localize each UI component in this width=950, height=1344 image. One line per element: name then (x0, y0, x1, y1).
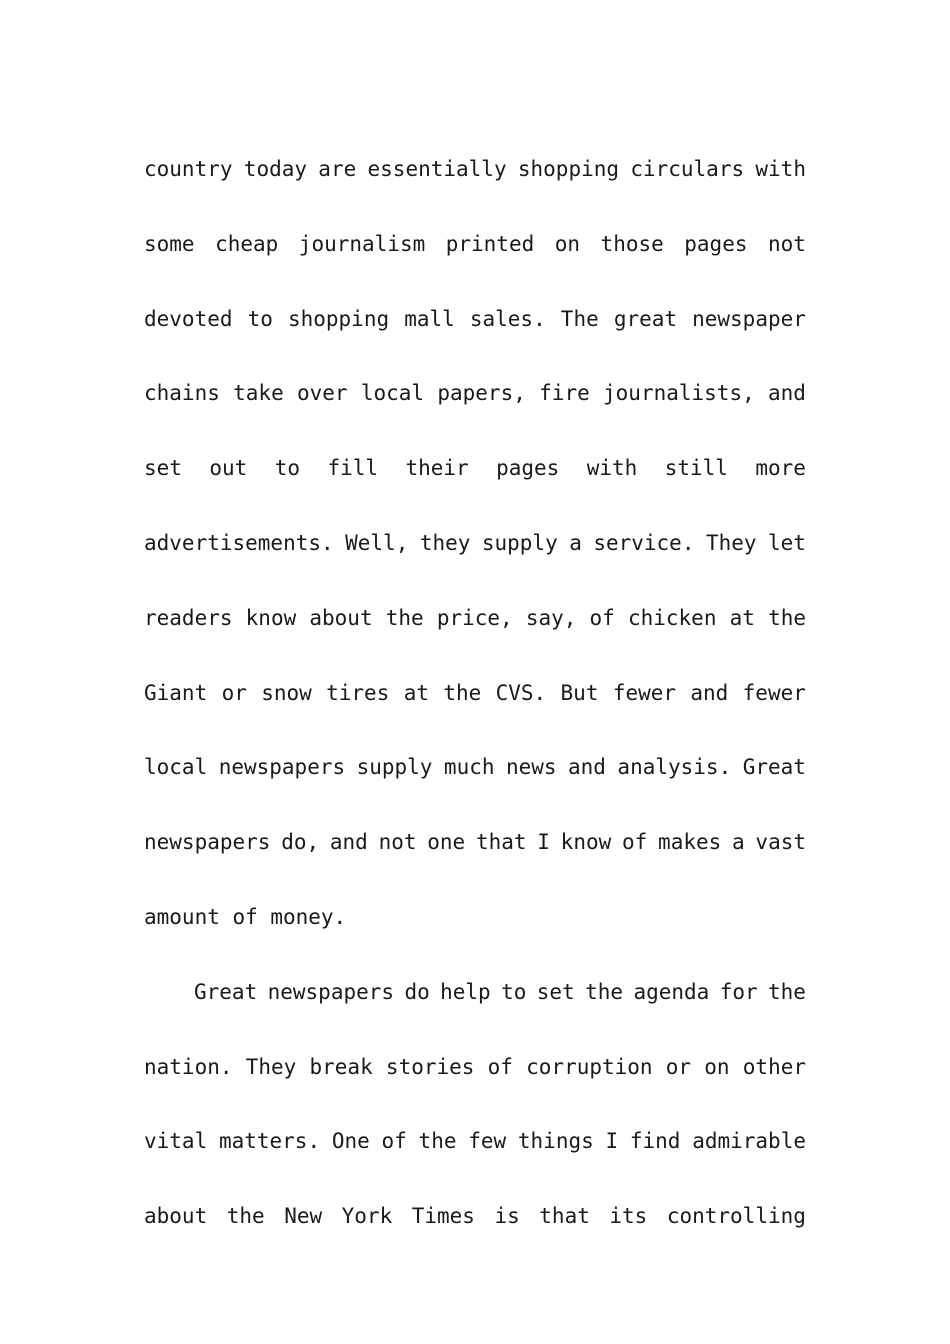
word: chains (144, 381, 220, 406)
word: those (600, 231, 664, 256)
word: I (605, 1129, 619, 1154)
word: break (309, 1054, 373, 1079)
word: country (144, 157, 233, 181)
word: tires (326, 680, 390, 705)
word: the (768, 605, 806, 630)
word: do (404, 979, 430, 1004)
word: and (768, 381, 806, 406)
word: The (560, 306, 599, 331)
word: to (501, 979, 527, 1004)
text-line (144, 656, 806, 731)
word: But (560, 680, 599, 705)
word: or (221, 680, 247, 705)
word: readers (144, 605, 233, 630)
word: one (427, 830, 466, 855)
word: shopping (517, 157, 620, 181)
text-line (144, 1104, 806, 1179)
word: Giant (144, 680, 208, 705)
word: snow (261, 680, 312, 705)
word: Times (411, 1204, 475, 1229)
word: few (468, 1129, 507, 1154)
word: papers, (437, 381, 526, 406)
word: that (475, 830, 527, 855)
word: Great (742, 755, 806, 780)
word: essentially (367, 157, 507, 181)
word: some (144, 231, 195, 256)
text-line (144, 207, 806, 282)
word: know (560, 830, 612, 855)
word: for (719, 979, 758, 1004)
text-line (144, 581, 806, 656)
word: newspaper (692, 306, 806, 331)
word: sales. (469, 306, 546, 331)
word: journalists, (603, 381, 755, 406)
word: newspapers (144, 830, 271, 855)
word: much (443, 755, 495, 780)
word: price, (436, 605, 513, 630)
word: its (609, 1204, 648, 1229)
word: they (419, 530, 471, 555)
word: their (405, 456, 469, 481)
word: devoted (144, 306, 233, 331)
word: other (742, 1054, 806, 1079)
word: the (226, 1204, 265, 1229)
word: amount (144, 904, 220, 929)
word: of (381, 1129, 407, 1154)
word: on (554, 231, 581, 256)
word: set (144, 456, 182, 481)
word: newspapers (267, 979, 395, 1004)
word: that (539, 1204, 590, 1229)
word: One (331, 1129, 370, 1154)
text-line (144, 1030, 806, 1105)
word: let (767, 530, 806, 555)
word: to (274, 456, 301, 481)
text-line (144, 132, 806, 207)
word: or (665, 1054, 692, 1079)
word: a (569, 530, 582, 555)
word: with (586, 456, 638, 481)
word: to (247, 306, 273, 331)
word: vital (144, 1129, 208, 1154)
word: the (418, 1129, 457, 1154)
word: of (232, 904, 258, 929)
word: and (568, 755, 606, 780)
word: I (537, 830, 550, 855)
word: controlling (666, 1204, 806, 1229)
word: agenda (633, 979, 710, 1004)
text-line (144, 805, 806, 880)
word: local (360, 381, 425, 406)
word: shopping (287, 306, 390, 331)
word: today (243, 157, 308, 181)
word: pages (684, 231, 748, 256)
word: is (494, 1204, 520, 1229)
word: of (589, 605, 615, 630)
word: printed (445, 231, 535, 256)
text-line (144, 955, 806, 1030)
word: Well, (345, 530, 409, 555)
word: of (487, 1054, 513, 1079)
word: York (341, 1204, 393, 1229)
word: admirable (692, 1129, 806, 1154)
word: not (378, 830, 417, 855)
word: chicken (627, 605, 717, 630)
text-line (144, 506, 806, 581)
word: at (403, 680, 429, 705)
word: over (297, 381, 348, 406)
text-line (144, 356, 806, 431)
word: take (233, 381, 284, 406)
word: with (755, 157, 806, 181)
word: not (767, 231, 806, 256)
text-line (144, 282, 806, 357)
word: mall (404, 306, 455, 331)
word: of (622, 830, 648, 855)
word: and (690, 680, 729, 705)
body-text (144, 132, 806, 1254)
word: know (245, 605, 297, 630)
word: set (536, 979, 575, 1004)
word: journalism (298, 231, 426, 256)
word: say, (525, 605, 577, 630)
word: great (613, 306, 678, 331)
word: the (443, 680, 482, 705)
word: supply (356, 755, 433, 780)
text-line (144, 431, 806, 506)
word: fill (327, 456, 379, 481)
word: makes (658, 830, 722, 855)
word: local (144, 755, 208, 780)
word: newspapers (218, 755, 346, 780)
word: are (318, 157, 357, 181)
word: news (505, 755, 557, 780)
word: money. (270, 904, 347, 929)
word: still (664, 456, 728, 481)
word: about (144, 1204, 208, 1229)
word: fewer (742, 680, 806, 705)
word: CVS. (495, 680, 547, 705)
word: fewer (612, 680, 677, 705)
word: more (755, 456, 806, 481)
word: circulars (630, 157, 745, 181)
word: the (768, 979, 806, 1004)
word: nation. (144, 1054, 233, 1079)
word: matters. (218, 1129, 321, 1154)
word: the (585, 979, 624, 1004)
word: Great (194, 979, 258, 1004)
word: help (440, 979, 491, 1004)
word: at (729, 605, 755, 630)
word: the (385, 605, 424, 630)
word: They (705, 530, 757, 555)
word: cheap (215, 231, 279, 256)
word: things (517, 1129, 594, 1154)
text-line (144, 880, 806, 955)
word: fire (539, 381, 590, 406)
text-line (144, 1179, 806, 1254)
word: pages (496, 456, 560, 481)
word: stories (385, 1054, 475, 1079)
word: do, (281, 830, 320, 855)
word: corruption (526, 1054, 653, 1079)
word: a (732, 830, 745, 855)
word: analysis. (617, 755, 732, 780)
word: New (284, 1204, 323, 1229)
word: They (245, 1054, 297, 1079)
text-line (144, 730, 806, 805)
word: supply (481, 530, 558, 555)
word: about (309, 605, 373, 630)
word: vast (755, 830, 806, 855)
word: advertisements. (144, 530, 334, 555)
word: find (629, 1129, 681, 1154)
word: service. (593, 530, 695, 555)
word: out (209, 456, 248, 481)
word: and (329, 830, 368, 855)
word: on (704, 1054, 730, 1079)
